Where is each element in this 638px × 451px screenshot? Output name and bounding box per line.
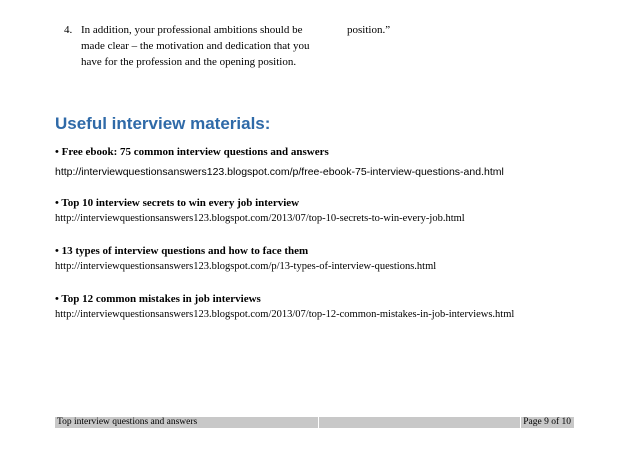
footer-divider — [520, 417, 521, 428]
resource-item-mistakes — [55, 292, 595, 322]
resource-title: • Top 10 interview secrets to win every job interview — [55, 197, 300, 209]
page-footer — [55, 417, 574, 428]
resource-item-secrets — [55, 196, 595, 226]
section-heading: Useful interview materials: — [55, 114, 271, 133]
page-number: Page 9 of 10 — [523, 417, 571, 427]
list-item-number: 4. — [64, 24, 73, 36]
resource-title: • 13 types of interview questions and how to face them — [55, 245, 309, 257]
resource-link[interactable]: http://interviewquestionsanswers123.blogspot.com/p/13-types-of-interview-questions.html — [55, 261, 437, 272]
footer-divider — [318, 417, 319, 428]
resource-link[interactable]: http://interviewquestionsanswers123.blogspot.com/p/free-ebook-75-interview-questions-and.html — [55, 166, 504, 178]
resource-title: • Free ebook: 75 common interview questions and answers — [55, 146, 329, 158]
list-item-text: In addition, your professional ambitions should be made clear – the motivation and dedication that you have for the profession and the opening position. — [81, 24, 310, 68]
numbered-list-item — [64, 22, 314, 70]
resource-link[interactable]: http://interviewquestionsanswers123.blogspot.com/2013/07/top-12-common-mistakes-in-job-interviews.html — [55, 309, 515, 320]
footer-title: Top interview questions and answers — [57, 417, 198, 427]
resource-item-question-types — [55, 244, 595, 274]
resource-link[interactable]: http://interviewquestionsanswers123.blogspot.com/2013/07/top-10-secrets-to-win-every-job.html — [55, 213, 465, 224]
resource-item-ebook — [55, 145, 595, 180]
resource-title: • Top 12 common mistakes in job interviews — [55, 293, 261, 305]
quote-fragment: position.” — [347, 24, 391, 36]
